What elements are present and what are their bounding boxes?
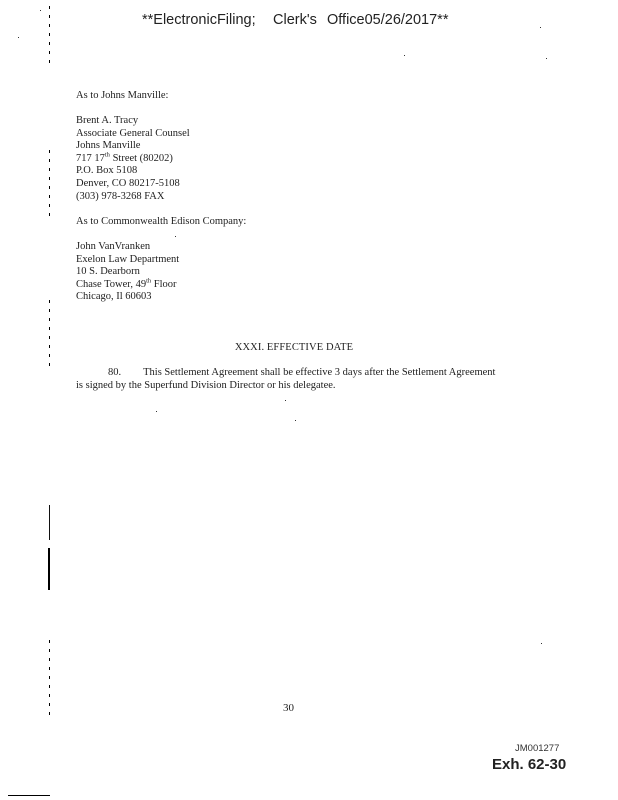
address-line: Brent A. Tracy xyxy=(76,115,139,126)
scan-speck xyxy=(285,400,286,401)
exhibit-label: Exh. 62-30 xyxy=(492,756,567,773)
binding-mark xyxy=(49,6,50,66)
address-floor-line xyxy=(76,279,179,292)
paragraph-line1: This Settlement Agreement shall be effective 3 days after the Settlement Agreement xyxy=(143,367,496,378)
manville-address xyxy=(76,115,190,203)
address-line: 10 S. Dearborn xyxy=(76,266,140,278)
clerk-label: Clerk's xyxy=(273,12,317,28)
address-line: Denver, CO 80217-5108 xyxy=(76,177,180,189)
binding-mark xyxy=(49,640,50,715)
address-line: P.O. Box 5108 xyxy=(76,165,138,177)
paragraph-first-line xyxy=(76,366,495,379)
manville-heading xyxy=(76,90,168,103)
manville-heading-text: As to Johns Manville: xyxy=(76,90,169,101)
street-suffix: th xyxy=(104,151,110,159)
scan-speck xyxy=(541,643,542,644)
office-date: Office05/26/2017** xyxy=(327,12,449,28)
paragraph-line2: is signed by the Superfund Division Director or his delegatee. xyxy=(76,380,336,391)
comed-address xyxy=(76,241,179,304)
scan-speck xyxy=(295,420,296,421)
comed-heading xyxy=(76,216,246,229)
scan-speck xyxy=(540,27,541,28)
floor-suffix: th xyxy=(146,277,152,285)
address-line: Chicago, Il 60603 xyxy=(76,291,152,303)
section-heading: XXXI. EFFECTIVE DATE xyxy=(234,342,354,353)
bottom-scan-line xyxy=(8,795,50,796)
address-street-line xyxy=(76,153,190,166)
address-line: Associate General Counsel xyxy=(76,127,190,139)
scan-speck xyxy=(175,236,176,237)
scan-speck xyxy=(18,37,19,38)
page-number: 30 xyxy=(283,702,294,714)
address-line: (303) 978-3268 FAX xyxy=(76,190,165,202)
street-number: 717 17 xyxy=(76,152,105,164)
binding-mark xyxy=(49,505,50,540)
scan-speck xyxy=(404,55,405,56)
binding-mark xyxy=(49,300,50,370)
scan-speck xyxy=(546,58,547,59)
floor-rest: Floor xyxy=(151,278,177,290)
tower-name: Chase Tower, 49 xyxy=(76,278,147,290)
paragraph-number: 80. xyxy=(108,367,122,378)
scan-speck xyxy=(40,10,41,11)
binding-mark xyxy=(48,548,50,590)
street-rest: Street (80202) xyxy=(109,152,173,164)
comed-heading-text: As to Commonwealth Edison Company: xyxy=(76,216,247,227)
address-line: Exelon Law Department xyxy=(76,253,180,265)
paragraph-80 xyxy=(76,366,495,392)
filing-stamp: **ElectronicFiling; xyxy=(142,12,256,28)
scan-speck xyxy=(156,411,157,412)
bates-number: JM001277 xyxy=(515,743,560,754)
address-line: Johns Manville xyxy=(76,140,141,152)
address-line: John VanVranken xyxy=(76,241,151,252)
binding-mark xyxy=(49,150,50,220)
